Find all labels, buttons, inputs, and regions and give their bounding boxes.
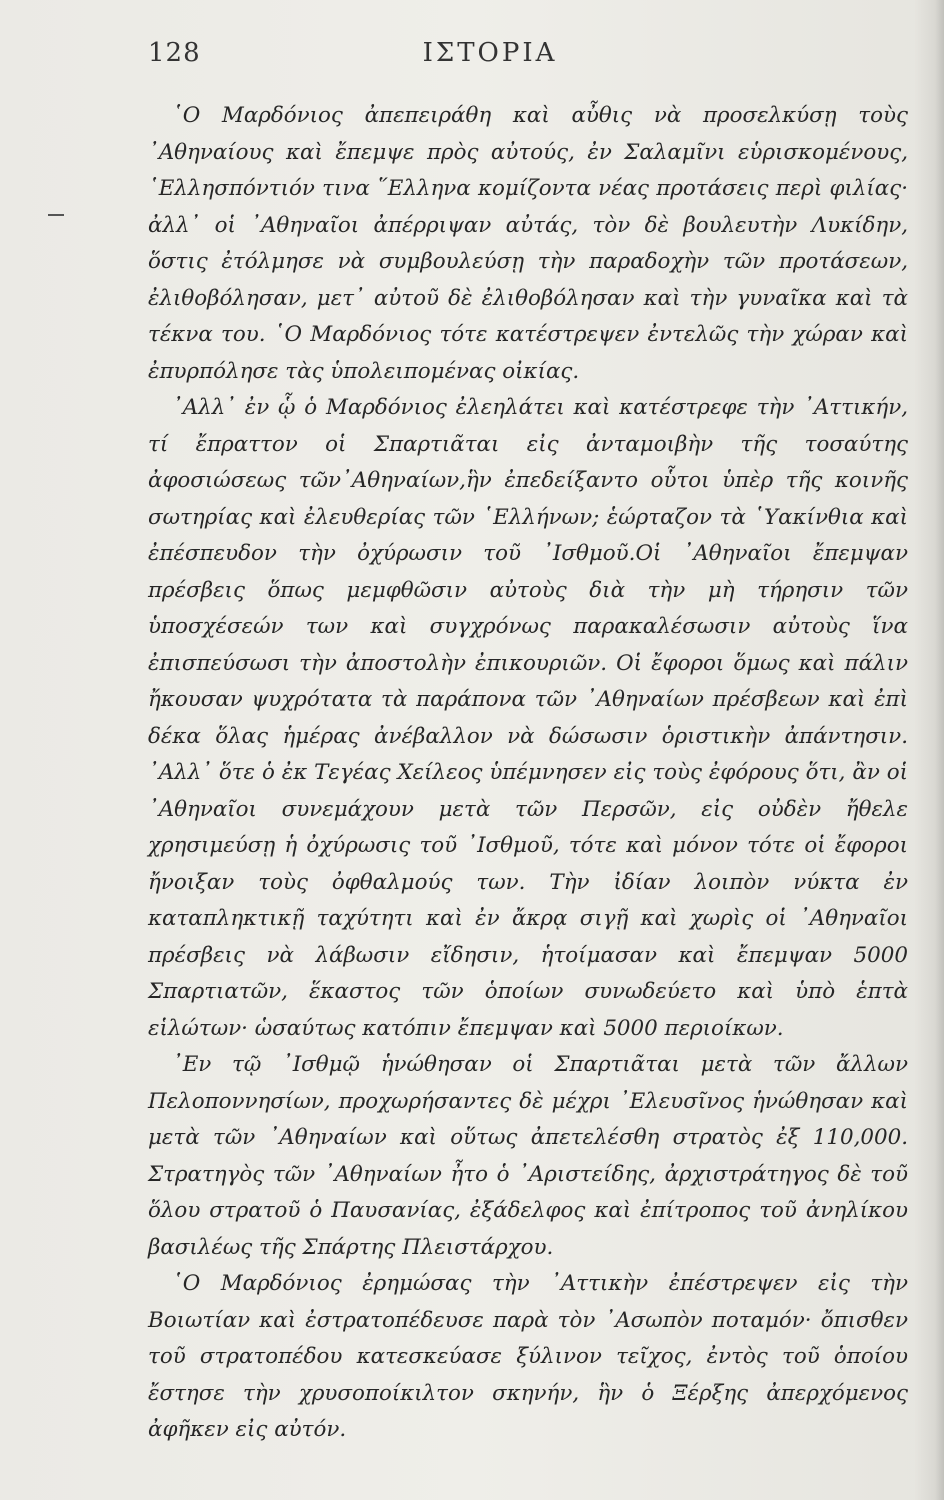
margin-mark <box>48 214 64 216</box>
page-number: 128 <box>148 38 201 68</box>
paragraph: ᾿Αλλ᾿ ἐν ᾧ ὁ Μαρδόνιος ἐλεηλάτει καὶ κατέστρεφε τὴν ᾿Αττικήν, τί ἔπραττον οἱ Σπαρτιᾶται εἰς ἀνταμοιβὴν τῆς τοσαύτης ἀφοσιώσεως τῶν᾿Αθηναίων,ἣν ἐπεδείξαντο οὗτοι ὑπὲρ τῆς κοινῆς σωτηρίας καὶ ἐλευθερίας τῶν ῾Ελλήνων; ἑώρταζον τὰ ῾Υακίνθια καὶ ἐπέσπευδον τὴν ὀχύρωσιν τοῦ ᾿Ισθμοῦ.Οἱ ᾿Αθηναῖοι ἔπεμψαν πρέσβεις ὅπως μεμφθῶσιν αὐτοὺς διὰ τὴν μὴ τήρησιν τῶν ὑποσχέσεών των καὶ συγχρόνως παρακαλέσωσιν αὐτοὺς ἵνα ἐπισπεύσωσι τὴν ἀποστολὴν ἐπικουριῶν. Οἱ ἔφοροι ὅμως καὶ πάλιν ἤκουσαν ψυχρότατα τὰ παράπονα τῶν ᾿Αθηναίων πρέσβεων καὶ ἐπὶ δέκα ὅλας ἡμέρας ἀνέβαλλον νὰ δώσωσιν ὁριστικὴν ἀπάντησιν. ᾿Αλλ᾿ ὅτε ὁ ἐκ Τεγέας Χείλεος ὑπέμνησεν εἰς τοὺς ἐφόρους ὅτι, ἂν οἱ ᾿Αθηναῖοι συνεμάχουν μετὰ τῶν Περσῶν, εἰς οὐδὲν ἤθελε χρησιμεύσῃ ἡ ὀχύρωσις τοῦ ᾿Ισθμοῦ, τότε καὶ μόνον τότε οἱ ἔφοροι ἤνοιξαν τοὺς ὀφθαλμούς των. Τὴν ἰδίαν λοιπὸν νύκτα ἐν καταπληκτικῇ ταχύτητι καὶ ἐν ἄκρᾳ σιγῇ καὶ χωρὶς οἱ ᾿Αθηναῖοι πρέσβεις νὰ λάβωσιν εἴδησιν, ἡτοίμασαν καὶ ἔπεμψαν 5000 Σπαρτιατῶν, ἕκαστος τῶν ὁποίων συνωδεύετο καὶ ὑπὸ ἑπτὰ εἱλώτων· ὡσαύτως κατόπιν ἔπεμψαν καὶ 5000 περιοίκων. <box>148 395 908 1041</box>
page-header <box>0 38 944 78</box>
body-text <box>148 98 908 1449</box>
page-edge-shadow <box>914 0 944 1500</box>
paragraph: ᾿Εν τῷ ᾿Ισθμῷ ἡνώθησαν οἱ Σπαρτιᾶται μετὰ τῶν ἄλλων Πελοποννησίων, προχωρήσαντες δὲ μέχρι ᾿Ελευσῖνος ἡνώθησαν καὶ μετὰ τῶν ᾿Αθηναίων καὶ οὕτως ἀπετελέσθη στρατὸς ἐξ 110,000. Στρατηγὸς τῶν ᾿Αθηναίων ἦτο ὁ ᾿Αριστείδης, ἀρχιστράτηγος δὲ τοῦ ὅλου στρατοῦ ὁ Παυσανίας, ἐξάδελφος καὶ ἐπίτροπος τοῦ ἀνηλίκου βασιλέως τῆς Σπάρτης Πλειστάρχου. <box>148 1052 908 1260</box>
paragraph: ῾Ο Μαρδόνιος ἐρημώσας τὴν ᾿Αττικὴν ἐπέστρεψεν εἰς τὴν Βοιωτίαν καὶ ἐστρατοπέδευσε παρὰ τὸν ᾿Ασωπὸν ποταμόν· ὄπισθεν τοῦ στρατοπέδου κατεσκεύασε ξύλινον τεῖχος, ἐντὸς τοῦ ὁποίου ἔστησε τὴν χρυσοποίκιλτον σκηνήν, ἣν ὁ Ξέρξης ἀπερχόμενος ἀφῆκεν εἰς αὐτόν. <box>148 1271 908 1442</box>
running-title: ΙΣΤΟΡΙΑ <box>422 38 558 68</box>
paragraph: ῾Ο Μαρδόνιος ἀπεπειράθη καὶ αὖθις νὰ προσελκύσῃ τοὺς ᾿Αθηναίους καὶ ἔπεμψε πρὸς αὐτούς, ἐν Σαλαμῖνι εὑρισκομένους, ῾Ελλησπόντιόν τινα ῞Ελληνα κομίζοντα νέας προτάσεις περὶ φιλίας· ἀλλ᾿ οἱ ᾿Αθηναῖοι ἀπέρριψαν αὐτάς, τὸν δὲ βουλευτὴν Λυκίδην, ὅστις ἐτόλμησε νὰ συμβουλεύσῃ τὴν παραδοχὴν τῶν προτάσεων, ἐλιθοβόλησαν, μετ᾿ αὐτοῦ δὲ ἐλιθοβόλησαν καὶ τὴν γυναῖκα καὶ τὰ τέκνα του. ῾Ο Μαρδόνιος τότε κατέστρεψεν ἐντελῶς τὴν χώραν καὶ ἐπυρπόλησε τὰς ὑπολειπομένας οἰκίας. <box>148 103 908 384</box>
